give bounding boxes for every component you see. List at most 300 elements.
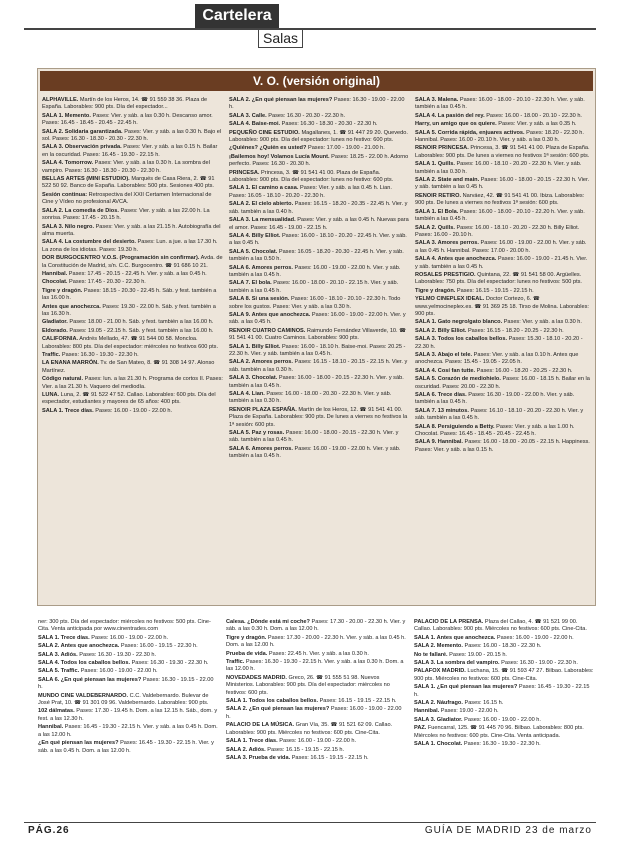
- listing-entry: [229, 121, 409, 128]
- entry-text: Pases: 16.30 - 19.30 - 22.30 h.: [61, 352, 139, 358]
- entry-title: ALPHAVILLE.: [42, 97, 79, 103]
- listing-entry: [226, 619, 406, 634]
- entry-text: Pases: 16.30 - 19.30 - 22.30 h.: [463, 741, 541, 748]
- listing-column-2: [229, 96, 409, 601]
- entry-title: SALA 4. Todos los caballos bellos.: [38, 660, 131, 667]
- entry-title: SALA 3. La mensualidad.: [229, 217, 296, 224]
- entry-title: SALA 6. Trece días.: [415, 392, 467, 399]
- entry-text: Pases: 16.00 - 19.00 - 22.00 h.: [226, 706, 402, 720]
- entry-title: SALA 1. El Bola.: [415, 208, 459, 215]
- listing-entry: [229, 233, 409, 248]
- listing-entry: [229, 154, 409, 169]
- entry-text: Greco, 26. ☎ 91 555 51 98. Nuevos Ministerios. Laborables: 900 pts. Día del espectador: miércoles no festivos: 600 pts.: [226, 674, 390, 696]
- entry-text: Avda. de la Constitución de Madrid, s/n. C.C. Burgocentro. ☎ 91 686 10 21.: [42, 255, 223, 269]
- listing-entry: [226, 698, 406, 705]
- listing-entry: [415, 272, 591, 287]
- entry-text: Pases: 16.00 - 18.10 - 20.10 - 22.30 h. Todo sobre los gustos. Pases: Vier. y sáb. a las 0.30 h.: [229, 296, 401, 310]
- entry-title: Hannibal.: [38, 724, 64, 731]
- entry-text: Pases: Vier. y sáb. a las 0.30 h. La sombra del vampiro. Pases: 16.30 - 18.30 - 20.30 - 22.30 h.: [42, 160, 210, 174]
- entry-title: SALA 3. Gladiator.: [414, 716, 463, 723]
- entry-text: Pases: 16.15 - 19.15 - 22.15 h.: [291, 754, 369, 761]
- entry-title: SALA 5. Paz y rosas.: [229, 430, 285, 437]
- entry-text: Pases: 16.00 - 18.00 - 20.15 - 22.30 h. Vier. y sáb. también a las 0.45 h.: [229, 430, 399, 444]
- entry-text: Pases: 16.15 - 19.15 - 22.15 h.: [319, 698, 397, 705]
- entry-text: Retrospectiva del XXII Certamen Internacional de Cine y Vídeo no profesional AVCA.: [42, 191, 212, 206]
- listing-entry: [415, 130, 591, 145]
- listing-entry: [415, 121, 591, 128]
- entry-text: Pases: 16.15 - 19.15 - 22.15 h.: [267, 746, 345, 753]
- listing-entry: [415, 368, 591, 375]
- entry-title: SALA 7. El bola.: [229, 280, 272, 287]
- original-version-box: [37, 68, 596, 606]
- listing-entry: [415, 225, 591, 240]
- entry-text: Pases: 15.30 - 18.10 - 20.20 - 22.30 h.: [415, 336, 583, 350]
- entry-title: SALA 4. La pasión del rey.: [415, 112, 485, 119]
- entry-title: PALAFOX MADRID.: [414, 668, 466, 675]
- lower-column-1: [38, 618, 218, 812]
- listing-entry: [229, 130, 409, 145]
- entry-title: SALA 8. Persiguiendo a Betty.: [415, 423, 495, 430]
- entry-text: Doctor Cortezo, 6. ☎ www.yelmocineplex.es. ☎ 91 369 25 18. Tirso de Molina. Laborables: 900 pts.: [415, 296, 589, 317]
- listing-entry: [414, 725, 594, 740]
- listing-entry: [42, 360, 223, 375]
- listing-entry: [42, 288, 223, 303]
- listing-entry: [42, 208, 223, 223]
- entry-text: Pases: 16.30 - 19.00 - 22.30 h.: [501, 660, 578, 667]
- entry-text: Pases: Vier. y sáb. a las 21.15 h. Autobiografía del alma muerta.: [42, 223, 221, 237]
- listing-entry: [415, 296, 591, 318]
- entry-title: SALA 1. Billy Elliot.: [229, 343, 281, 350]
- entry-text: Luna, 2. ☎ 91 522 47 52. Callao. Laborables: 600 pts. Día del espectador, estudiantes y mayores de 65 años: 400 pts.: [42, 392, 216, 406]
- listing-column-1: [42, 96, 223, 601]
- entry-title: Traffic.: [226, 659, 245, 666]
- entry-title: SALA 2. El cielo abierto.: [229, 201, 294, 208]
- entry-title: SALA 6. ¿En qué piensan las mujeres?: [38, 676, 142, 683]
- entry-title: Sesión continua:: [42, 191, 88, 198]
- entry-text: Pases: 16.00 - 19.00 - 22.00 h. Vier. y sáb. a las 0.45 h.: [229, 311, 406, 326]
- listing-entry: [229, 344, 409, 359]
- entry-title: SALA 1. Chocolat.: [414, 741, 463, 748]
- entry-title: SALA 5. Corrida rápida, enjuares activos.: [415, 129, 525, 136]
- entry-title: Antes que anochezca.: [42, 303, 101, 310]
- entry-text: Pases: 16.00 - 18.20 - 20.25 - 22.30 h.: [476, 367, 573, 374]
- listing-entry: [414, 717, 594, 724]
- entry-title: SALA 1. Trece días.: [42, 407, 94, 414]
- entry-text: Pases: Vier. y sáb. a las 0.10 h. Antes que anochezca. Pases: 15.45 - 19.05 - 22.05 h.: [415, 352, 579, 366]
- entry-text: Pases: 17.00 - 19.00 - 21.00 h.: [307, 145, 385, 152]
- section-title: Cartelera: [195, 4, 279, 28]
- entry-text: Pases: 16.00 - 18.00 - 20.10 - 22.20 h. Vier. y sáb. también a las 0.45 h.: [415, 208, 585, 223]
- entry-text: Pases: 16.00 - 18.15 h. Bailar en la oscuridad. Pases: 20.00 - 22.30 h.: [415, 376, 590, 390]
- listing-entry: [229, 145, 409, 152]
- entry-text: Pases: 19.00 - 20.15 h.: [449, 651, 507, 658]
- entry-title: SALA 3. Observación privada.: [42, 144, 122, 151]
- entry-title: ¿Quiénes? ¿Quién es usted?: [229, 145, 307, 152]
- listing-entry: [226, 706, 406, 721]
- listing-entry: [415, 161, 591, 176]
- listing-entry: [42, 192, 223, 207]
- entry-title: SALA 9. Antes que anochezca.: [229, 311, 311, 318]
- entry-title: SALA 1. Memento.: [42, 112, 91, 119]
- listing-entry: [226, 651, 406, 658]
- entry-title: SALA 3. Abajo el tele.: [415, 352, 473, 358]
- entry-title: RENOIR RETIRO.: [415, 192, 461, 199]
- entry-text: Pases: 16.15 - 18.20 - 20.35 - 22.45 h. Vier. y sáb. también a las 0.40 h.: [229, 201, 408, 215]
- listing-entry: [229, 446, 409, 461]
- entry-title: ROSALES PRESTIGIO.: [415, 271, 476, 278]
- entry-text: Pases: 18.25 - 22.00 h. Adorno perfecto. Pases: 16.30 - 20.30 h.: [229, 153, 409, 168]
- entry-title: RENOIR PLAZA ESPAÑA.: [229, 406, 297, 413]
- listing-entry: [38, 635, 218, 642]
- entry-title: SALA 1. Trece días.: [38, 634, 90, 641]
- entry-title: SALA 3. La sombra del vampiro.: [414, 660, 500, 667]
- listing-entry: [38, 643, 218, 650]
- listing-entry: [42, 408, 223, 415]
- entry-title: ¿En qué piensan las mujeres?: [38, 740, 119, 747]
- entry-text: Pases: 16.00 - 18.00 - 20.15 - 22.30 h. Vier. y sáb. también a las 0.45 h.: [415, 177, 590, 191]
- listing-entry: [415, 240, 591, 255]
- entry-text: Pases: Vier. y sáb. a las 0.45 h. Nuevas para el amor. Pases: 16.45 - 19.00 - 22.15 h.: [229, 217, 409, 231]
- entry-text: Pases: 16.00 - 18.00 - 20.10 - 22.30 h.: [486, 112, 582, 119]
- listing-entry: [415, 336, 591, 351]
- listing-entry: [414, 635, 594, 642]
- entry-text: Pases: Vier. y sáb. a las 1.00 h. Chocolat. Pases: 16.45 - 18.45 - 20.45 - 22.45 h.: [415, 423, 575, 438]
- entry-title: 102 dálmatas.: [38, 708, 75, 715]
- entry-text: Tv. de San Mateo, 8. ☎ 91 308 14 97. Alonso Martínez.: [42, 360, 215, 374]
- listing-entry: [415, 376, 591, 391]
- entry-title: No te fallaré.: [414, 651, 448, 658]
- entry-title: SALA 5. Chocolat.: [229, 248, 278, 255]
- listing-entry: [38, 708, 218, 723]
- entry-text: Pases: 16.15 h.: [464, 700, 504, 707]
- listing-entry: [229, 430, 409, 445]
- entry-text: Fuencarral, 125. ☎ 91 445 70 96. Bilbao. Laborables: 800 pts. Miércoles no festivos: 600 pts. Cine-Cita. Venta anticipada.: [414, 725, 584, 739]
- listing-entry: [42, 304, 223, 319]
- entry-text: Pases: 18.20 - 22.30 h. Hannibal. Pases: 16.00 - 20.10 h. Vier. y sáb. a las 0.30 h.: [415, 129, 584, 144]
- entry-text: Martín de los Heros, 14. ☎ 91 559 38 36. Plaza de España. Laborables: 900 pts. Día del espectador...: [42, 97, 208, 111]
- listing-entry: [229, 217, 409, 232]
- entry-title: SALA 2. State and main.: [415, 177, 480, 184]
- listing-entry: [414, 643, 594, 650]
- entry-text: Pases: 16.00 - 18.00 - 20.10 - 22.15 h. Vier. y sáb. también a las 0.45 h.: [229, 280, 399, 294]
- entry-text: Pases: 22.45 h. Vier. y sáb. a las 0.30 h.: [268, 650, 369, 657]
- entry-title: SALA 2. Náufrago.: [414, 700, 463, 707]
- entry-text: Pases: lun. a las 21.30 h. Programa de cortos II. Pases: Vier. a las 21.30 h. Vaquero del mediodía.: [42, 376, 223, 390]
- listing-entry: [229, 375, 409, 390]
- entry-text: Pases: 16.30 - 19.30 - 22.30 h.: [131, 660, 209, 667]
- entry-text: Pases: 16.30 - 19.00 - 22.00 h. Vier. y sáb. también a las 0.45 h.: [415, 392, 575, 406]
- entry-title: YELMO CINEPLEX IDEAL.: [415, 296, 485, 303]
- listing-entry: [414, 741, 594, 748]
- listing-entry: [42, 224, 223, 239]
- entry-text: Pases: 16.30 - 19.15 - 22.00 h.: [38, 676, 214, 691]
- listing-entry: [42, 279, 223, 286]
- entry-text: Pases: Vier. y sáb. a las 0.30 h. Bajo el sol. Pases: 16.30 - 18.30 - 20.30 - 22.30 h.: [42, 128, 222, 143]
- entry-title: Traffic.: [42, 352, 61, 358]
- entry-text: Marqués de Casa Riera, 2. ☎ 91 522 50 92. Banco de España. Laborables: 500 pts. Sesiones 400 pts.: [42, 176, 215, 190]
- entry-title: ¡Bailemos hoy! Volamos Lucía Mount.: [229, 153, 330, 160]
- entry-text: Pases: Vier. y sáb. a las 0.30 h.: [503, 319, 582, 326]
- entry-title: SALA 3. Calle.: [229, 112, 267, 119]
- listing-entry: [226, 675, 406, 697]
- entry-text: Pases: 16.00 - 18.10 - 20.20 - 22.30 h. Vier. y sáb. también a las 0.30 h.: [415, 161, 582, 175]
- listing-entry: [38, 677, 218, 692]
- entry-title: SALA 2. Amores perros.: [229, 359, 293, 366]
- listing-entry: [415, 113, 591, 120]
- entry-title: SALA 3. Prueba de vida.: [226, 754, 291, 761]
- entry-text: Pases: 16.10 - 18.10 - 20.20 - 22.30 h. Vier. y sáb. también a las 0.45 h.: [415, 407, 584, 422]
- entry-title: Hannibal.: [42, 270, 68, 277]
- entry-text: Pases: Vier. y sáb. a las 0.30 h. Descanso amor. Pases: 16.45 - 18.45 - 20.45 - 22.45 h.: [42, 112, 213, 127]
- entry-title: Código natural.: [42, 376, 84, 383]
- entry-title: SALA 4. Billy Elliot.: [229, 232, 281, 239]
- listing-entry: [226, 738, 406, 745]
- listing-entry: [415, 408, 591, 423]
- entry-title: BELLAS ARTES (MINI ESTUDIO).: [42, 176, 130, 183]
- entry-title: SALA 2. ¿En qué piensan las mujeres?: [226, 706, 330, 713]
- entry-title: SALA 4. La costumbre del desierto.: [42, 239, 136, 246]
- listing-entry: [415, 424, 591, 439]
- entry-text: Martín de los Heros, 12. ☎ 91 541 41 00. Plaza de España. Laborables: 900 pts. De lunes a viernes no festivos la 1ª sesión: 600 pts.: [229, 406, 408, 428]
- entry-text: Pases: Vier. y sáb. a las 0.35 h.: [498, 121, 577, 128]
- listing-entry: [229, 113, 409, 120]
- entry-text: Pases: 16.00 - 19.00 - 22.00 h.: [464, 716, 541, 723]
- listing-entry: [414, 684, 594, 699]
- entry-title: Gladiator.: [42, 319, 68, 326]
- listing-entry: [42, 255, 223, 270]
- listing-entry: [42, 319, 223, 326]
- listing-entry: [415, 256, 591, 271]
- page-number: PÁG.26: [28, 825, 70, 836]
- listing-entry: [415, 193, 591, 208]
- listing-entry: [415, 392, 591, 407]
- entry-title: SALA 8. Si una sesión.: [229, 296, 290, 303]
- entry-title: SALA 1. Trece días.: [226, 738, 278, 745]
- listing-entry: [226, 659, 406, 674]
- entry-title: SALA 2. Solidaria garantizada.: [42, 128, 123, 135]
- entry-title: LUNA.: [42, 392, 60, 399]
- entry-text: Pases: 16.15 - 19.15 - 22.15 h.: [456, 287, 534, 294]
- listing-entry: [38, 724, 218, 739]
- listing-entry: [415, 177, 591, 192]
- entry-title: SALA 1. Antes que anochezca.: [414, 634, 496, 641]
- listing-entry: [42, 176, 223, 191]
- entry-title: SALA 3. Amores perros.: [415, 240, 479, 247]
- listing-entry: [38, 740, 218, 755]
- entry-title: Tigre y dragón.: [226, 634, 267, 641]
- entry-text: Pases: 19.00 - 22.00 h.: [440, 708, 499, 715]
- listing-entry: [42, 336, 223, 351]
- listing-entry: [415, 439, 591, 454]
- entry-title: SALA 2. ¿En qué piensan las mujeres?: [229, 97, 333, 103]
- entry-title: SALA 1. El camino a casa.: [229, 185, 299, 192]
- entry-text: Gran Vía, 35. ☎ 91 521 62 09. Callao. Laborables: 900 pts. Miércoles no festivos: 600 pts. Cine-Cita.: [226, 722, 393, 736]
- entry-text: Pases: 16.00 - 19.00 - 21.45 h. Vier. y sáb. también a las 0.45 h.: [415, 256, 588, 270]
- lower-column-2: [226, 618, 406, 812]
- guide-date: GUÍA DE MADRID 23 de marzo: [424, 825, 592, 836]
- section-banner: V. O. (versión original): [40, 71, 593, 91]
- listing-entry: [42, 97, 223, 112]
- listing-entry: [226, 747, 406, 754]
- entry-title: SALA 2. Quills.: [415, 224, 455, 231]
- listing-entry: [415, 209, 591, 224]
- listing-entry: [414, 700, 594, 707]
- entry-text: Pases: 19.05 - 22.15 h. Sáb. y fest. también a las 16.00 h.: [69, 327, 214, 334]
- listing-entry: [42, 271, 223, 278]
- entry-text: Plaza del Callao, 4. ☎ 91 521 99 00. Callao. Laborables: 900 pts. Miércoles no festivos: 600 pts. Cine-Cita.: [414, 619, 587, 633]
- entry-text: Pases: 17.45 - 20.15 - 22.45 h. Vier. y sáb. a las 0.45 h.: [68, 270, 207, 277]
- listing-entry: [229, 170, 409, 185]
- header-bar: [24, 4, 596, 30]
- entry-title: PALACIO DE LA PRENSA.: [414, 619, 484, 625]
- entry-title: CALIFORNIA.: [42, 336, 79, 343]
- entry-text: Pases: 16.00 - 18.30 - 22.30 h.: [464, 643, 542, 650]
- entry-title: LA ENANA MARRÓN.: [42, 360, 99, 367]
- entry-text: Pases: 16.30 - 20.30 - 22.30 h.: [268, 112, 346, 119]
- entry-title: MUNDO CINE VALDEBERNARDO.: [38, 692, 129, 699]
- lower-column-3: [414, 618, 594, 812]
- listing-entry: [229, 249, 409, 264]
- entry-text: Quintana, 22. ☎ 91 541 58 00. Argüelles. Laborables: 750 pts. Día del espectador: lunes no festivos: 500 pts.: [415, 271, 582, 286]
- entry-title: Hannibal.: [414, 708, 440, 715]
- listing-entry: [42, 328, 223, 335]
- entry-title: RENOIR CUATRO CAMINOS.: [229, 327, 306, 334]
- listing-entry: [414, 668, 594, 683]
- listing-entry: [229, 328, 409, 343]
- entry-text: Pases: Lun. a jue. a las 17.30 h. La zona de los idiotas. Pases: 19.30 h.: [42, 239, 218, 253]
- entry-title: SALA 2. Adiós.: [226, 746, 266, 753]
- entry-text: Princesa, 3. ☎ 91 541 41 00. Plaza de España. Laborables: 900 pts. Día del espectador: lunes no festivo: 600 pts.: [229, 169, 394, 184]
- entry-title: SALA 6. Amores perros.: [229, 445, 293, 452]
- entry-title: SALA 4. Baise-moi.: [229, 121, 281, 128]
- listing-entry: [229, 185, 409, 200]
- listing-entry: [42, 129, 223, 144]
- entry-title: SALA 3. Chocolat.: [229, 375, 278, 382]
- entry-text: Pases: 17.45 - 20.30 - 22.30 h.: [69, 279, 146, 286]
- listing-entry: [229, 312, 409, 327]
- listing-entry: [229, 280, 409, 295]
- entry-text: Pases: 17.30 - 19.45 h. Dom. a las 12.15 h. Sáb., dom. y fest. a las 12.30 h.: [38, 708, 218, 722]
- entry-title: Tigre y dragón.: [42, 287, 83, 294]
- listing-entry: [229, 296, 409, 311]
- listing-entry: [42, 160, 223, 175]
- entry-text: Pases: 16.45 - 19.30 - 22.15 h. Vier. y sáb. a las 0.45 h. Dom. a las 12.00 h.: [38, 740, 214, 754]
- entry-title: SALA 2. Memento.: [414, 643, 463, 650]
- listing-entry: [42, 352, 223, 359]
- entry-text: Pases: 19.30 - 22.00 h. Sáb. y fest. también a las 16.30 h.: [42, 303, 216, 317]
- listing-entry: [415, 328, 591, 335]
- listing-entry: [42, 239, 223, 254]
- listing-entry: [229, 201, 409, 216]
- entry-text: Pases: 16.00 - 18.00 - 20.30 - 22.30 h. Vier. y sáb. también a las 0.30 h.: [229, 391, 392, 405]
- listing-entry: [42, 392, 223, 407]
- listing-entry: [42, 113, 223, 128]
- entry-text: Pases: Vier. y sáb. a las 22.00 h. La sonrisa. Pases: 17.45 - 20.15 h.: [42, 207, 210, 222]
- entry-text: ner: 300 pts. Día del espectador: miércoles no festivos: 500 pts. Cine-Cita. Venta anticipada por www.cinentrades.com: [38, 619, 211, 633]
- listing-entry: [415, 97, 591, 112]
- entry-title: SALA 9. Hannibal.: [415, 439, 463, 446]
- entry-title: SALA 2. Billy Elliot.: [415, 327, 467, 334]
- page-footer: [24, 822, 596, 837]
- entry-title: SALA 6. Amores perros.: [229, 264, 293, 271]
- entry-title: SALA 4. Cosí fan tutte.: [415, 367, 476, 374]
- entry-text: Pases: 16.00 - 18.00 - 20.05 - 22.15 h. Happiness. Pases: Vier. y sáb. a las 0.15 h.: [415, 439, 590, 453]
- entry-title: SALA 2. La comedia de Dios.: [42, 207, 119, 214]
- entry-text: Pases: Vier. y sáb. a las 0.15 h. Bailar en la oscuridad. Pases: 16.45 - 19.30 - 22.15 h.: [42, 144, 218, 158]
- listing-entry: [414, 660, 594, 667]
- listing-entry: [38, 693, 218, 708]
- entry-text: Pases: 16.00 - 18.00 - 20.15 - 22.30 h. Vier. y sáb. también a las 0.45 h.: [229, 375, 404, 389]
- entry-text: Pases: 16.00 - 19.00 - 22.00 h.: [80, 668, 158, 675]
- entry-title: Calesa. ¿Dónde está mi coche?: [226, 619, 310, 625]
- entry-text: Pases: 16.30 - 19.00 - 22.00 h.: [229, 97, 405, 111]
- entry-title: Chocolat.: [42, 279, 68, 286]
- entry-text: Pases: 16.45 - 19.30 - 22.15 h.: [414, 684, 590, 698]
- entry-text: Pases: 16.00 - 19.00 - 22.00 h.: [279, 738, 357, 745]
- entry-title: SALA 1. Quills.: [415, 161, 455, 168]
- entry-text: Pases: 16.00 - 19.00 - 22.00 h. Vier. y sáb. también a las 0.45 h.: [229, 264, 401, 278]
- entry-title: SALA 4. Tomorrow.: [42, 160, 94, 167]
- entry-text: Pases: 17.30 - 20.00 - 22.30 h. Vier. y sáb. a las 0.45 h. Dom. a las 12.00 h.: [226, 634, 406, 649]
- listing-entry: [38, 668, 218, 675]
- listing-entry: [415, 145, 591, 160]
- entry-title: DOR BURGOCENTRO V.O.S. (Programación sin confirmar).: [42, 255, 200, 262]
- entry-text: Pases: 16.45 - 19.30 - 22.15 h. Vier. y sáb. a las 0.45 h. Dom. a las 12.00 h.: [38, 724, 218, 738]
- entry-text: Pases: 16.15 - 18.10 - 20.15 - 22.15 h. Vier. y sáb. también a las 0.30 h.: [229, 359, 408, 373]
- entry-title: SALA 1. ¿En qué piensan las mujeres?: [414, 684, 518, 691]
- listing-entry: [229, 265, 409, 280]
- entry-title: SALA 3. Adiós.: [38, 651, 78, 658]
- entry-title: SALA 7. 13 minutos.: [415, 407, 469, 414]
- entry-text: Pases: 18.00 - 21.00 h. Sáb. y fest. también a las 16.00 h.: [69, 319, 214, 326]
- entry-text: Pases: 18.15 - 20.30 - 22.45 h. Sáb. y fest. también a las 16.00 h.: [42, 287, 217, 302]
- entry-title: SALA 3. Nilo negro.: [42, 223, 95, 230]
- entry-text: Narváez, 42. ☎ 91 541 41 00. Ibiza. Laborables: 900 pts. De lunes a viernes no festivos 1ª sesión: 600 pts.: [415, 192, 585, 207]
- listing-entry: [229, 391, 409, 406]
- listing-entry: [38, 660, 218, 667]
- entry-title: PALACIO DE LA MÚSICA.: [226, 722, 295, 729]
- entry-text: Pases: 16.15 - 18.20 - 20.25 - 22.30 h.: [467, 327, 564, 334]
- listing-entry: [414, 708, 594, 715]
- listing-entry: [414, 619, 594, 634]
- entry-text: Princesa, 3. ☎ 91 541 41 00. Plaza de España. Laborables: 900 pts. De lunes a viernes no festivos 1ª sesión: 600 pts.: [415, 145, 590, 159]
- entry-title: Harry, un amigo que os quiere.: [415, 121, 497, 128]
- entry-title: SALA 4. Antes que anochezca.: [415, 256, 497, 263]
- entry-text: Magallanes, 1. ☎ 91 447 29 20. Quevedo. Laborables: 900 pts. Día del espectador: lunes no festivo: 600 pts.: [229, 129, 408, 144]
- listing-entry: [229, 359, 409, 374]
- entry-text: Pases: 16.00 - 18.10 - 20.20 - 22.45 h. Vier. y sáb. a las 0.45 h.: [229, 232, 407, 247]
- entry-text: Pases: 16.30 - 19.30 - 22.15 h. Vier. y sáb. a las 0.30 h. Dom. a las 12.00 h.: [226, 659, 404, 673]
- entry-text: Pases: 17.30 - 20.00 - 22.30 h. Vier. y sáb. a las 0.30 h. Dom. a las 12.00 h.: [226, 619, 406, 633]
- listing-entry: [226, 755, 406, 762]
- listing-entry: [38, 652, 218, 659]
- entry-text: Pases: 16.00 - 18.10 h. Baise-moi. Pases: 20.25 - 22.30 h. Vier. y sáb. también a las 0.45 h.: [229, 343, 406, 357]
- entry-title: SALA 4. Lian.: [229, 391, 265, 398]
- entry-title: RENOIR PRINCESA.: [415, 145, 469, 152]
- entry-text: Pases: 16.00 - 18.00 - 20.10 - 22.30 h. Vier. y sáb. también a las 0.45 h.: [415, 97, 585, 111]
- listing-entry: [415, 319, 591, 326]
- entry-text: Pases: 16.30 - 18.30 - 20.30 - 22.30 h.: [281, 121, 378, 128]
- entry-text: Pases: 16.05 - 18.20 - 20.30 - 22.45 h. Vier. y sáb. también a las 0.50 h.: [229, 248, 404, 263]
- entry-title: SALA 2. Antes que anochezca.: [38, 643, 120, 650]
- entry-title: NOVEDADES MADRID.: [226, 674, 287, 681]
- entry-text: Andrés Mellado, 47. ☎ 91 544 00 58. Moncloa. Laborables: 800 pts. Día del espectador: miércoles no festivos 600 pts.: [42, 336, 218, 350]
- listing-entry: [229, 407, 409, 429]
- entry-title: SALA 1. Todos los caballos bellos.: [226, 698, 319, 705]
- entry-text: Pases: 16.30 - 19.30 - 22.30 h.: [79, 651, 157, 658]
- listing-entry: [42, 144, 223, 159]
- entry-text: C.C. Valdebernardo. Bulevar de José Prat, 10. ☎ 91 301 09 96. Valdebernardo. Laborables: 900 pts.: [38, 692, 209, 707]
